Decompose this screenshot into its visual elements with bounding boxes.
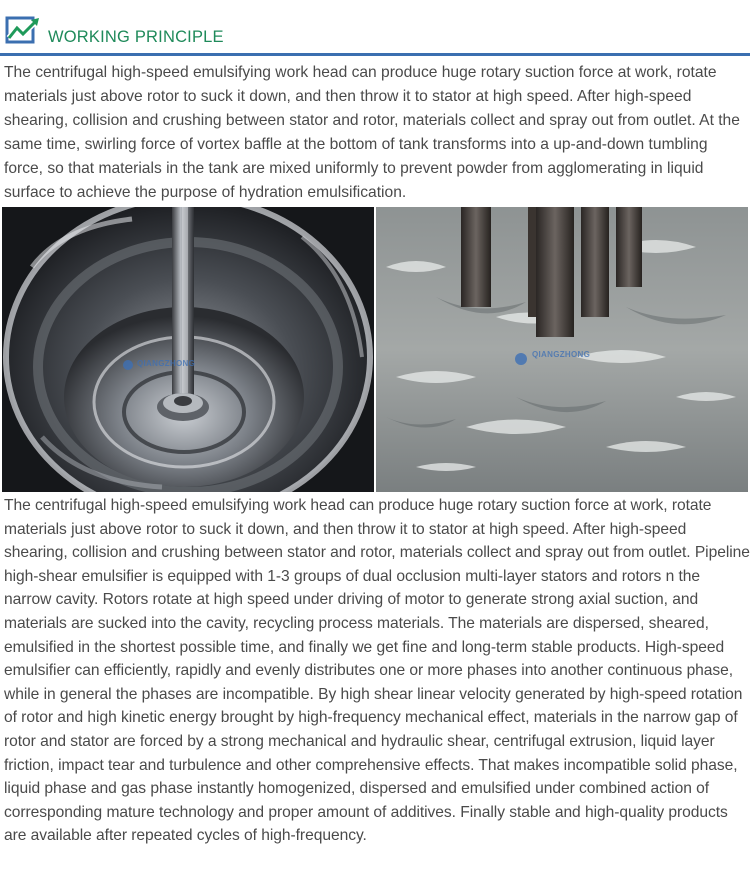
detail-paragraph: The centrifugal high-speed emulsifying work head can produce huge rotary suction force at work, rotate materials just above rotor to suck it down, and then throw it to stator at high speed. After high-speed shearing, collision and crushing between stator and rotor, materials collect and spray out from outlet. Pipeline high-shear emulsifier is equipped with 1-3 groups of dual occlusion multi-layer stators and rotors n the narrow cavity. Rotors rotate at high speed under driving of motor to generate strong axial suction, and materials are sucked into the cavity, recycling process materials. The materials are dispersed, sheared, emulsified in the shortest possible time, and finally we get fine and long-term stable products. High-speed emulsifier can efficiently, rapidly and evenly distributes one or more phases into another continuous phase, while in general the phases are incompatible. By high shear linear velocity generated by high-speed rotation of rotor and high kinetic energy brought by high-frequency mechanical effect, materials in the narrow gap of rotor and stator are forced by a strong mechanical and hydraulic shear, centrifugal extrusion, liquid layer friction, impact tear and turbulence and other comprehensive effects. That makes incompatible solid phase, liquid phase and gas phase instantly homogenized, dispersed and emulsified under combined action of corresponding mature technology and proper amount of additives. Finally stable and high-quality products are available after repeated cycles of high-frequency. bbox=[4, 497, 750, 845]
watermark-text: QIANGZHONG bbox=[137, 359, 196, 368]
section-title: WORKING PRINCIPLE bbox=[48, 28, 224, 46]
watermark-text: QIANGZHONG bbox=[532, 350, 591, 359]
section-header bbox=[0, 0, 750, 60]
tank-interior-photo bbox=[2, 207, 374, 492]
intro-paragraph: The centrifugal high-speed emulsifying work head can produce huge rotary suction force at work, rotate materials just above rotor to suck it down, and then throw it to stator at high speed. After high-speed shearing, collision and crushing between stator and rotor, materials collect and spray out from outlet. At the same time, swirling force of vortex baffle at the bottom of tank transforms into a up-and-down tumbling force, so that materials in the tank are mixed uniformly to prevent powder from agglomerating in liquid surface to achieve the purpose of hydration emulsification. bbox=[4, 64, 740, 201]
emulsifying-liquid-photo bbox=[376, 207, 748, 492]
header-divider bbox=[0, 53, 750, 56]
chart-trend-icon bbox=[5, 16, 41, 46]
